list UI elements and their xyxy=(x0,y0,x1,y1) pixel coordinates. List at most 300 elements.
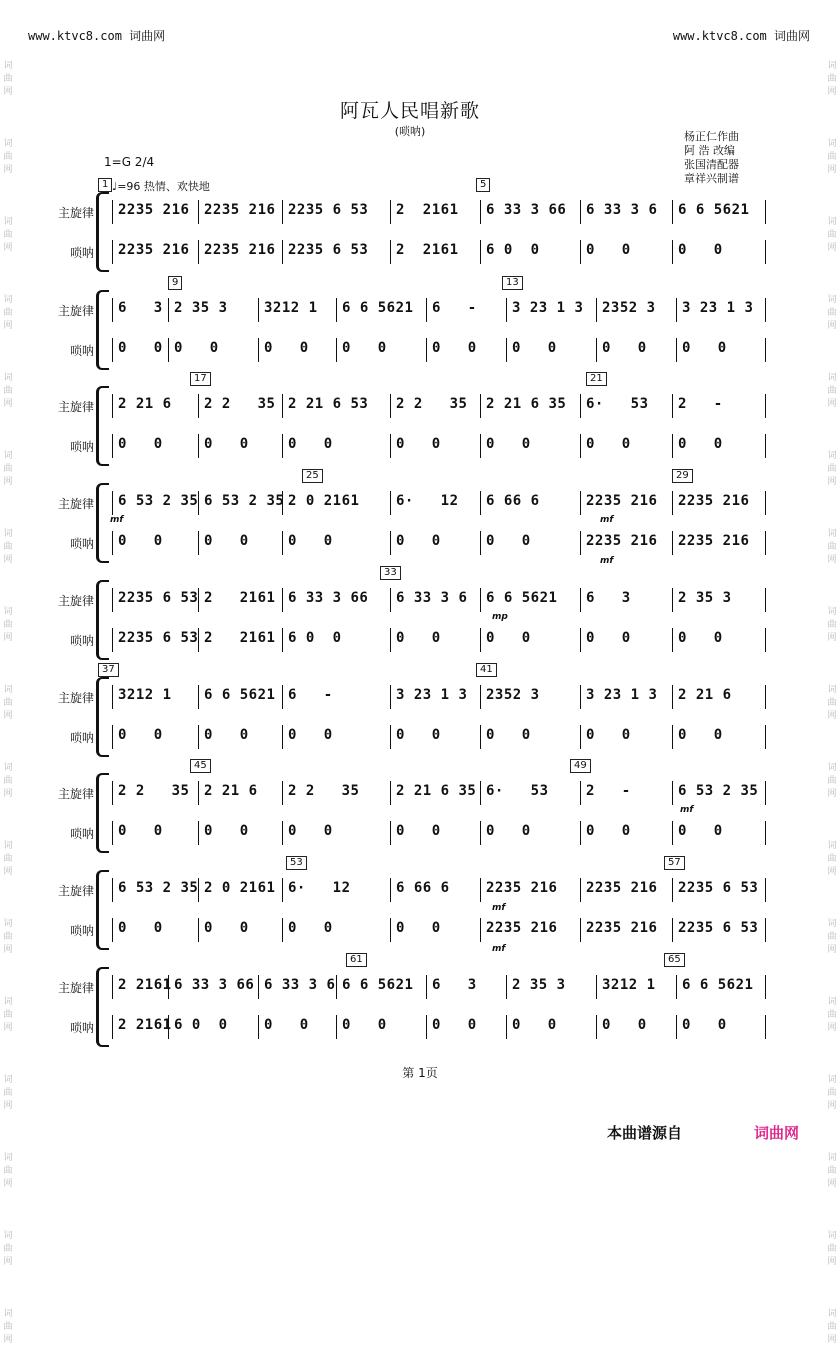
measure-notes: 0 0 xyxy=(586,436,631,452)
barline xyxy=(282,394,283,418)
measure-notes: 2235 216 xyxy=(678,493,750,509)
measure-notes: 2 21 6 35 xyxy=(486,396,567,412)
measure-notes: 0 0 xyxy=(342,340,387,356)
barline xyxy=(112,434,113,458)
barline xyxy=(112,338,113,362)
barline xyxy=(596,298,597,322)
watermark-left: 词 曲 网 词 曲 网 词 曲 网 词 曲 网 词 曲 网 词 曲 网 词 曲 网 词 曲 网 词 曲 网 词 曲 网 词 曲 网 词 曲 网 词 曲 网 词 曲 网 词 曲 网 词 曲 网 词 曲 网 xyxy=(3,61,13,1345)
measure-notes: 3 23 1 3 xyxy=(682,300,754,316)
measure-notes: 6 33 3 66 xyxy=(288,590,369,606)
measure-notes: 2 2161 xyxy=(118,1017,172,1033)
measure-notes: 0 0 xyxy=(118,340,163,356)
barline xyxy=(112,725,113,749)
barline xyxy=(480,918,481,942)
barline xyxy=(390,918,391,942)
measure-notes: 0 0 xyxy=(586,630,631,646)
measure-notes: 2 21 6 35 xyxy=(396,783,477,799)
barline xyxy=(390,878,391,902)
measure-notes: 0 0 xyxy=(678,242,723,258)
measure-notes: 6 6 5621 xyxy=(678,202,750,218)
barline xyxy=(765,491,766,515)
barline xyxy=(390,725,391,749)
instrument-label-melody: 主旋律 xyxy=(57,981,94,995)
instrument-label-suona: 唢呐 xyxy=(69,246,94,260)
barline xyxy=(112,491,113,515)
barline xyxy=(390,200,391,224)
barline xyxy=(480,588,481,612)
measure-notes: 0 0 xyxy=(204,727,249,743)
measure-notes: 2 21 6 xyxy=(678,687,732,703)
barline xyxy=(112,394,113,418)
measure-notes: 6 0 0 xyxy=(174,1017,228,1033)
instrument-label-melody: 主旋律 xyxy=(57,884,94,898)
barline xyxy=(112,298,113,322)
staff-suona xyxy=(0,336,727,362)
barline xyxy=(765,338,766,362)
measure-notes: 6 33 3 66 xyxy=(174,977,255,993)
measure-notes: 2235 216 xyxy=(204,242,276,258)
measure-notes: 3212 1 xyxy=(602,977,656,993)
instrument-label-suona: 唢呐 xyxy=(69,924,94,938)
rehearsal-mark: 9 xyxy=(168,276,182,290)
measure-notes: 2 0 2161 xyxy=(204,880,276,896)
barline xyxy=(506,298,507,322)
score-system xyxy=(0,567,840,660)
measure-notes: 6· 12 xyxy=(396,493,459,509)
header-url-right[interactable]: www.ktvc8.com 词曲网 xyxy=(672,29,810,43)
barline xyxy=(672,588,673,612)
score-system xyxy=(0,373,840,466)
barline xyxy=(282,918,283,942)
barline xyxy=(198,434,199,458)
measure-notes: 2 2 35 xyxy=(396,396,468,412)
measure-notes: 6 - xyxy=(288,687,333,703)
barline xyxy=(336,975,337,999)
barline xyxy=(198,394,199,418)
score-system xyxy=(0,277,840,370)
dynamic-marking: mf xyxy=(492,903,506,913)
staff-suona xyxy=(0,626,723,652)
barline xyxy=(282,725,283,749)
barline xyxy=(480,394,481,418)
measure-notes: 0 0 xyxy=(288,436,333,452)
measure-notes: 0 0 xyxy=(174,340,219,356)
instrument-label-melody: 主旋律 xyxy=(57,594,94,608)
barline xyxy=(506,338,507,362)
measure-notes: 2 35 3 xyxy=(174,300,228,316)
barline xyxy=(390,394,391,418)
barline xyxy=(765,685,766,709)
measure-notes: 6 53 2 35 xyxy=(118,493,199,509)
barline xyxy=(168,338,169,362)
barline xyxy=(580,821,581,845)
measure-notes: 2 21 6 xyxy=(204,783,258,799)
staff-melody xyxy=(0,392,723,418)
measure-notes: 2235 216 xyxy=(586,493,658,509)
measure-notes: 2235 216 xyxy=(678,533,750,549)
measure-notes: 2 2161 xyxy=(396,242,459,258)
measure-notes: 0 0 xyxy=(288,533,333,549)
staff-suona xyxy=(0,529,750,555)
instrument-label-melody: 主旋律 xyxy=(57,304,94,318)
instrument-label-melody: 主旋律 xyxy=(57,497,94,511)
barline xyxy=(390,821,391,845)
barline xyxy=(480,434,481,458)
barline xyxy=(765,434,766,458)
barline xyxy=(480,491,481,515)
rehearsal-mark: 57 xyxy=(664,856,685,870)
measure-notes: 2235 216 xyxy=(204,202,276,218)
measure-notes: 2 - xyxy=(586,783,631,799)
barline xyxy=(282,200,283,224)
barline xyxy=(480,531,481,555)
key-signature: 1=G 2/4 xyxy=(104,155,155,169)
barline xyxy=(580,200,581,224)
rehearsal-mark: 65 xyxy=(664,953,685,967)
measure-notes: 3 23 1 3 xyxy=(512,300,584,316)
page-number: 第 1页 xyxy=(402,1066,438,1080)
score-system xyxy=(0,954,840,1047)
barline xyxy=(336,338,337,362)
barline xyxy=(765,200,766,224)
barline xyxy=(480,685,481,709)
barline xyxy=(426,1015,427,1039)
rehearsal-mark: 5 xyxy=(476,178,490,192)
measure-notes: 2 2 35 xyxy=(288,783,360,799)
staff-suona xyxy=(0,432,723,458)
staff-suona xyxy=(0,819,723,845)
instrument-label-suona: 唢呐 xyxy=(69,440,94,454)
barline xyxy=(112,918,113,942)
measure-notes: 6 53 2 35 xyxy=(204,493,285,509)
barline xyxy=(426,298,427,322)
measure-notes: 2235 216 xyxy=(486,880,558,896)
measure-notes: 2 35 3 xyxy=(678,590,732,606)
barline xyxy=(112,821,113,845)
source-site-link[interactable]: 词曲网 xyxy=(754,1124,800,1142)
barline xyxy=(596,975,597,999)
barline xyxy=(765,1015,766,1039)
rehearsal-mark: 49 xyxy=(570,759,591,773)
measure-notes: 0 0 xyxy=(678,630,723,646)
measure-notes: 0 0 xyxy=(678,823,723,839)
rehearsal-mark: 13 xyxy=(502,276,523,290)
measure-notes: 6 3 xyxy=(586,590,631,606)
measure-notes: 0 0 xyxy=(396,630,441,646)
barline xyxy=(282,240,283,264)
barline xyxy=(336,298,337,322)
measure-notes: 0 0 xyxy=(118,533,163,549)
measure-notes: 0 0 xyxy=(586,823,631,839)
barline xyxy=(112,588,113,612)
barline xyxy=(580,628,581,652)
instrument-label-melody: 主旋律 xyxy=(57,787,94,801)
barline xyxy=(282,821,283,845)
staff-melody xyxy=(0,198,750,224)
measure-notes: 2352 3 xyxy=(602,300,656,316)
dynamic-marking: mf xyxy=(600,515,614,525)
measure-notes: 0 0 xyxy=(682,340,727,356)
measure-notes: 2235 6 53 xyxy=(118,590,199,606)
barline xyxy=(580,531,581,555)
staff-melody xyxy=(0,586,732,612)
measure-notes: 0 0 xyxy=(678,436,723,452)
barline xyxy=(390,781,391,805)
measure-notes: 0 0 xyxy=(396,533,441,549)
staff-suona xyxy=(0,1013,727,1039)
dynamic-marking: mp xyxy=(492,612,508,622)
measure-notes: 0 0 xyxy=(118,436,163,452)
barline xyxy=(672,200,673,224)
barline xyxy=(282,588,283,612)
measure-notes: 0 0 xyxy=(396,727,441,743)
source-label: 本曲谱源自 xyxy=(607,1124,683,1142)
instrument-label-melody: 主旋律 xyxy=(57,400,94,414)
measure-notes: 6 6 5621 xyxy=(486,590,558,606)
barline xyxy=(480,725,481,749)
barline xyxy=(580,491,581,515)
barline xyxy=(168,298,169,322)
barline xyxy=(112,628,113,652)
barline xyxy=(672,531,673,555)
rehearsal-mark: 29 xyxy=(672,469,693,483)
measure-notes: 2235 6 53 xyxy=(678,920,759,936)
measure-notes: 0 0 xyxy=(432,1017,477,1033)
barline xyxy=(672,918,673,942)
staff-suona xyxy=(0,916,759,942)
measure-notes: 0 0 xyxy=(204,533,249,549)
barline xyxy=(282,628,283,652)
staff-melody xyxy=(0,683,732,709)
measure-notes: 6 33 3 66 xyxy=(486,202,567,218)
barline xyxy=(480,878,481,902)
barline xyxy=(390,491,391,515)
measure-notes: 0 0 xyxy=(512,1017,557,1033)
measure-notes: 2 21 6 53 xyxy=(288,396,369,412)
measure-notes: 0 0 xyxy=(682,1017,727,1033)
measure-notes: 2235 6 53 xyxy=(288,202,369,218)
barline xyxy=(390,588,391,612)
rehearsal-mark: 53 xyxy=(286,856,307,870)
measure-notes: 0 0 xyxy=(288,823,333,839)
measure-notes: 2235 216 xyxy=(586,920,658,936)
measure-notes: 2235 216 xyxy=(118,242,190,258)
measure-notes: 0 0 xyxy=(678,727,723,743)
barline xyxy=(390,240,391,264)
measure-notes: 2 35 3 xyxy=(512,977,566,993)
barline xyxy=(672,878,673,902)
measure-notes: 6 3 xyxy=(118,300,163,316)
barline xyxy=(480,781,481,805)
barline xyxy=(596,338,597,362)
measure-notes: 0 0 xyxy=(586,727,631,743)
barline xyxy=(480,628,481,652)
instrument-label-suona: 唢呐 xyxy=(69,827,94,841)
measure-notes: 2235 6 53 xyxy=(118,630,199,646)
barline xyxy=(765,878,766,902)
barline xyxy=(765,821,766,845)
barline xyxy=(765,240,766,264)
measure-notes: 6 33 3 6 xyxy=(264,977,336,993)
barline xyxy=(765,394,766,418)
staff-suona xyxy=(0,723,723,749)
tempo-marking: ♩=96 热情、欢快地 xyxy=(112,180,210,193)
staff-melody xyxy=(0,973,754,999)
measure-notes: 0 0 xyxy=(396,823,441,839)
barline xyxy=(676,298,677,322)
barline xyxy=(336,1015,337,1039)
measure-notes: 2235 216 xyxy=(118,202,190,218)
measure-notes: 6 6 5621 xyxy=(342,977,414,993)
barline xyxy=(480,821,481,845)
measure-notes: 2 2161 xyxy=(204,630,276,646)
credit-orchestrator: 张国清配器 xyxy=(684,158,739,171)
barline xyxy=(426,975,427,999)
rehearsal-mark: 1 xyxy=(98,178,112,192)
measure-notes: 0 0 xyxy=(342,1017,387,1033)
barline xyxy=(112,878,113,902)
barline xyxy=(390,531,391,555)
measure-notes: 2 21 6 xyxy=(118,396,172,412)
measure-notes: 6· 12 xyxy=(288,880,351,896)
measure-notes: 2 - xyxy=(678,396,723,412)
measure-notes: 2235 6 53 xyxy=(288,242,369,258)
instrument-label-melody: 主旋律 xyxy=(57,691,94,705)
barline xyxy=(580,781,581,805)
measure-notes: 6 0 0 xyxy=(288,630,342,646)
measure-notes: 0 0 xyxy=(204,823,249,839)
measure-notes: 3 23 1 3 xyxy=(586,687,658,703)
barline xyxy=(112,1015,113,1039)
rehearsal-mark: 33 xyxy=(380,566,401,580)
barline xyxy=(480,200,481,224)
score-title: 阿瓦人民唱新歌 xyxy=(339,100,480,122)
barline xyxy=(506,975,507,999)
measure-notes: 2 0 2161 xyxy=(288,493,360,509)
barline xyxy=(198,240,199,264)
barline xyxy=(765,298,766,322)
header-url-left[interactable]: www.ktvc8.com 词曲网 xyxy=(28,29,166,43)
score-system xyxy=(0,470,840,563)
barline xyxy=(426,338,427,362)
credits xyxy=(684,130,739,186)
measure-notes: 3212 1 xyxy=(118,687,172,703)
barline xyxy=(480,240,481,264)
barline xyxy=(282,878,283,902)
instrument-label-suona: 唢呐 xyxy=(69,537,94,551)
measure-notes: 2235 216 xyxy=(586,880,658,896)
score-system xyxy=(0,664,840,757)
rehearsal-mark: 41 xyxy=(476,663,497,677)
measure-notes: 6 53 2 35 xyxy=(678,783,759,799)
measure-notes: 6 33 3 6 xyxy=(396,590,468,606)
measure-notes: 0 0 xyxy=(288,920,333,936)
measure-notes: 0 0 xyxy=(264,1017,309,1033)
barline xyxy=(198,918,199,942)
measure-notes: 2235 216 xyxy=(486,920,558,936)
measure-notes: 6 0 0 xyxy=(486,242,540,258)
barline xyxy=(258,975,259,999)
barline xyxy=(282,781,283,805)
barline xyxy=(676,338,677,362)
barline xyxy=(580,394,581,418)
measure-notes: 2 2161 xyxy=(118,977,172,993)
barline xyxy=(596,1015,597,1039)
barline xyxy=(390,434,391,458)
barline xyxy=(580,918,581,942)
measure-notes: 6· 53 xyxy=(586,396,649,412)
staff-suona xyxy=(0,238,723,264)
barline xyxy=(112,781,113,805)
barline xyxy=(676,975,677,999)
barline xyxy=(580,685,581,709)
measure-notes: 0 0 xyxy=(486,436,531,452)
measure-notes: 6 6 5621 xyxy=(342,300,414,316)
barline xyxy=(580,434,581,458)
rehearsal-mark: 37 xyxy=(98,663,119,677)
rehearsal-mark: 45 xyxy=(190,759,211,773)
barline xyxy=(198,685,199,709)
measure-notes: 6 66 6 xyxy=(396,880,450,896)
barline xyxy=(282,531,283,555)
barline xyxy=(112,685,113,709)
barline xyxy=(258,338,259,362)
measure-notes: 0 0 xyxy=(118,727,163,743)
measure-notes: 0 0 xyxy=(204,436,249,452)
barline xyxy=(765,975,766,999)
barline xyxy=(672,628,673,652)
measure-notes: 0 0 xyxy=(602,1017,647,1033)
barline xyxy=(765,781,766,805)
instrument-label-suona: 唢呐 xyxy=(69,634,94,648)
barline xyxy=(765,531,766,555)
barline xyxy=(198,725,199,749)
barline xyxy=(390,628,391,652)
barline xyxy=(672,491,673,515)
barline xyxy=(506,1015,507,1039)
dynamic-marking: mf xyxy=(600,556,614,566)
barline xyxy=(258,298,259,322)
measure-notes: 0 0 xyxy=(486,823,531,839)
barline xyxy=(580,240,581,264)
measure-notes: 6 66 6 xyxy=(486,493,540,509)
barline xyxy=(672,394,673,418)
instrument-label-suona: 唢呐 xyxy=(69,1021,94,1035)
credit-engraver: 章祥兴制谱 xyxy=(684,172,739,185)
dynamic-marking: mf xyxy=(110,515,124,525)
watermark-right: 词 曲 网 词 曲 网 词 曲 网 词 曲 网 词 曲 网 词 曲 网 词 曲 网 词 曲 网 词 曲 网 词 曲 网 词 曲 网 词 曲 网 词 曲 网 词 曲 网 词 曲 网 词 曲 网 词 曲 网 xyxy=(827,61,837,1345)
measure-notes: 0 0 xyxy=(512,340,557,356)
score-system xyxy=(0,857,840,950)
barline xyxy=(282,434,283,458)
barline xyxy=(765,725,766,749)
barline xyxy=(112,240,113,264)
barline xyxy=(580,725,581,749)
staff-melody xyxy=(0,779,759,805)
barline xyxy=(765,628,766,652)
barline xyxy=(198,781,199,805)
barline xyxy=(580,878,581,902)
measure-notes: 6 - xyxy=(432,300,477,316)
barline xyxy=(676,1015,677,1039)
staff-melody xyxy=(0,876,759,902)
barline xyxy=(112,531,113,555)
measure-notes: 2 2 35 xyxy=(118,783,190,799)
measure-notes: 0 0 xyxy=(602,340,647,356)
measure-notes: 2235 216 xyxy=(586,533,658,549)
measure-notes: 0 0 xyxy=(586,242,631,258)
barline xyxy=(765,588,766,612)
